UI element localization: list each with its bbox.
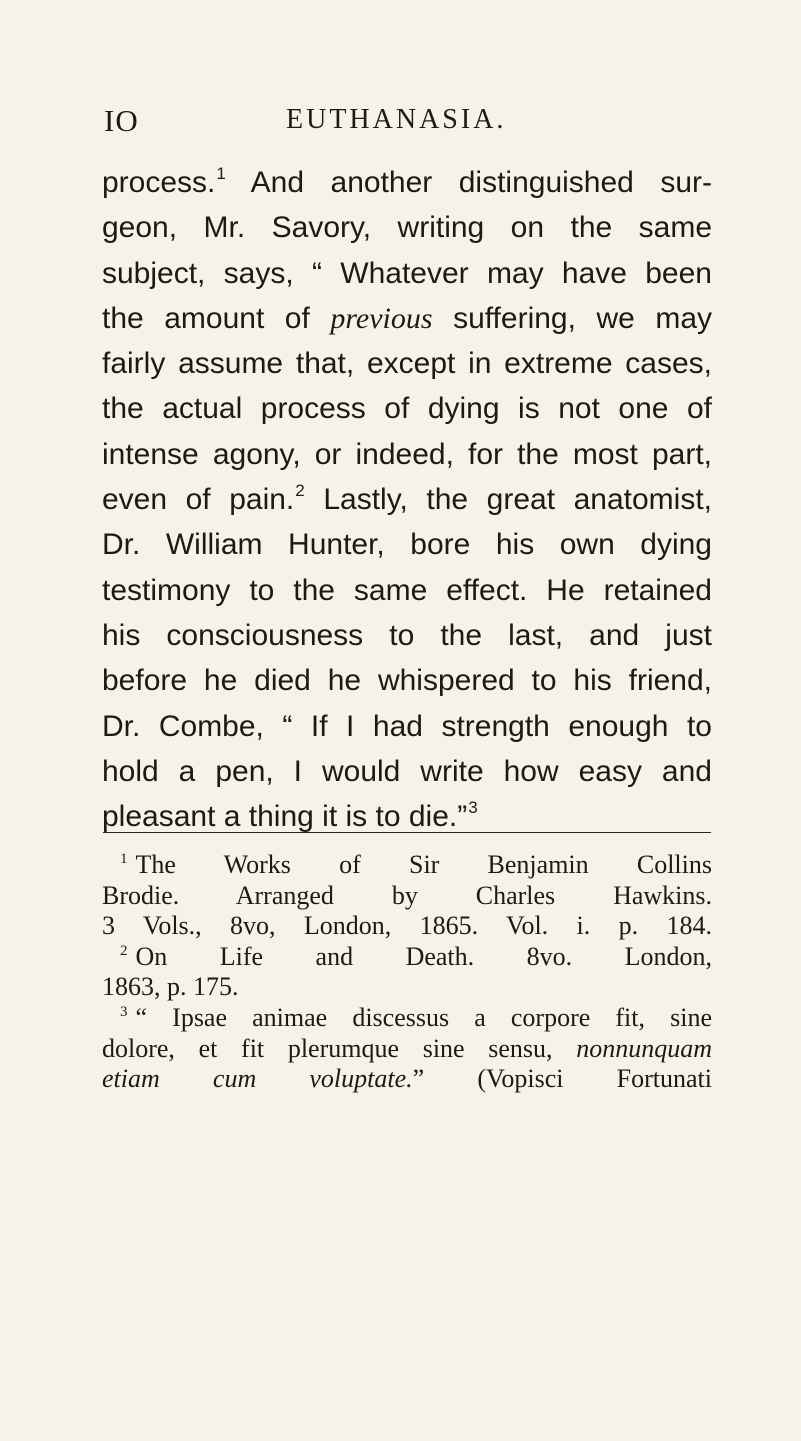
body-line: geon, Mr. Savory, writing on the same xyxy=(102,211,712,245)
footnote-mark: 2 xyxy=(120,942,128,959)
italic-emphasis: nonnunquam xyxy=(576,1033,712,1063)
footnote-line: 3 Vols., 8vo, London, 1865. Vol. i. p. 184. xyxy=(102,911,712,941)
footnote-line: dolore, et fit plerumque sine sensu, nonnunquam xyxy=(102,1033,712,1063)
footnote-mark: 3 xyxy=(120,1003,128,1020)
body-line: fairly assume that, except in extreme cases, xyxy=(102,347,712,381)
footnote-line: $^2$ On Life and Death. 8vo. London, xyxy=(120,941,712,971)
body-line: intense agony, or indeed, for the most part, xyxy=(102,437,712,471)
footnote-mark: 1 xyxy=(120,851,128,867)
body-line: Dr. William Hunter, bore his own dying xyxy=(102,528,712,562)
footnote-rule xyxy=(103,832,711,833)
body-line: before he died he whispered to his friend, xyxy=(102,664,712,698)
body-line: pleasant a thing it is to die.”$^3$ xyxy=(102,798,478,834)
body-line: his consciousness to the last, and just xyxy=(102,618,712,652)
body-line: hold a pen, I would write how easy and xyxy=(102,754,712,788)
footnotes xyxy=(102,850,712,1095)
running-head: EUTHANASIA. xyxy=(286,104,507,135)
italic-emphasis: previous xyxy=(330,301,433,335)
body-line: Dr. Combe, “ If I had strength enough to xyxy=(102,709,712,743)
footnote-line: etiam cum voluptate.” (Vopisci Fortunati xyxy=(102,1064,712,1094)
footnote-line: $^3$ “ Ipsae animae discessus a corpore fit, sine xyxy=(120,1002,712,1032)
body-line: testimony to the same effect. He retained xyxy=(102,573,712,607)
footnote-ref: 1 xyxy=(216,164,226,183)
footnote-line: $^1$ The Works of Sir Benjamin Collins xyxy=(120,850,712,879)
body-line: process.$^1$ And another distinguished sur- xyxy=(102,164,712,199)
body-line: subject, says, “ Whatever may have been xyxy=(102,256,712,290)
footnote-ref: 3 xyxy=(468,798,478,818)
footnote-ref: 2 xyxy=(295,481,305,501)
body-text xyxy=(102,160,712,839)
body-line: the amount of previous suffering, we may xyxy=(102,301,713,335)
footnote-line: 1863, p. 175. xyxy=(102,972,239,1002)
italic-emphasis: etiam cum voluptate. xyxy=(102,1064,413,1094)
page-number: IO xyxy=(104,103,139,138)
body-line: the actual process of dying is not one of xyxy=(102,392,712,426)
body-line: even of pain.$^2$ Lastly, the great anatomist, xyxy=(102,481,712,517)
footnote-line: Brodie. Arranged by Charles Hawkins. xyxy=(102,880,712,910)
